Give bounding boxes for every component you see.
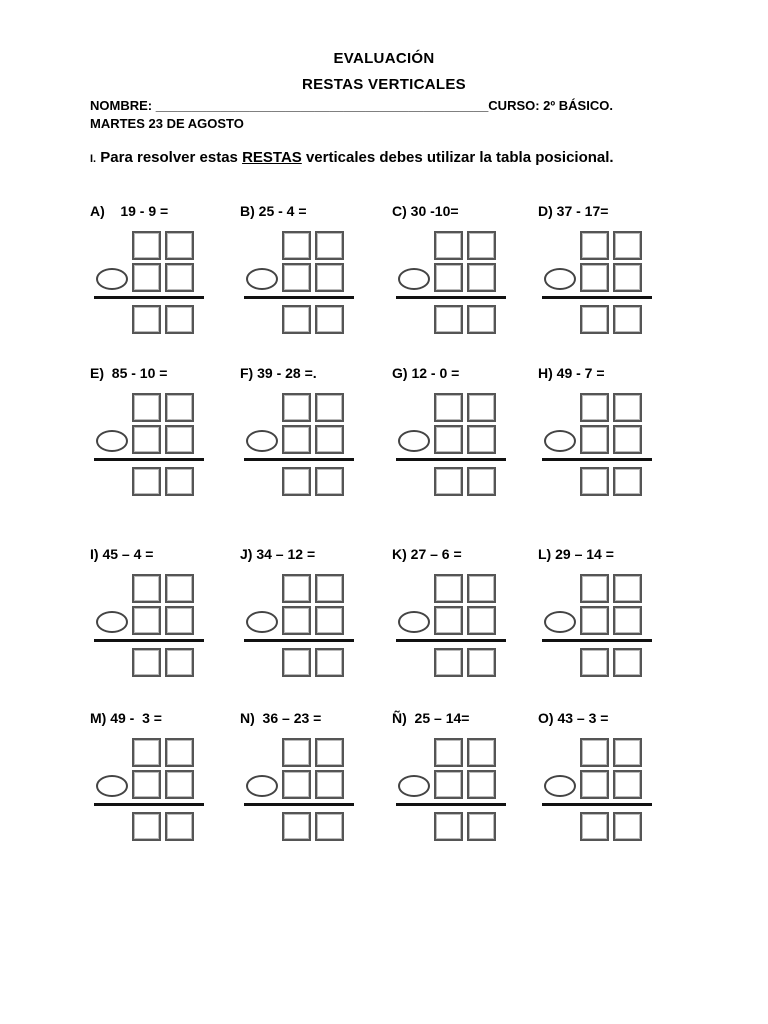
subtrahend-tens-box[interactable]	[580, 263, 609, 292]
result-line	[94, 803, 204, 806]
result-tens-box[interactable]	[434, 467, 463, 496]
result-tens-box[interactable]	[132, 648, 161, 677]
student-info-row	[90, 98, 700, 113]
subtrahend-tens-box[interactable]	[282, 263, 311, 292]
result-line	[244, 296, 354, 299]
result-line	[94, 639, 204, 642]
result-line	[244, 458, 354, 461]
minuend-tens-box[interactable]	[282, 738, 311, 767]
subtrahend-tens-box[interactable]	[580, 606, 609, 635]
result-line	[396, 639, 506, 642]
result-units-box[interactable]	[165, 648, 194, 677]
sign-oval[interactable]	[96, 611, 128, 633]
subtrahend-tens-box[interactable]	[580, 425, 609, 454]
subtraction-problem	[538, 546, 688, 676]
result-line	[542, 803, 652, 806]
page-title: EVALUACIÓN	[333, 50, 435, 67]
minuend-tens-box[interactable]	[434, 231, 463, 260]
minuend-units-box[interactable]	[315, 393, 344, 422]
sign-oval[interactable]	[544, 268, 576, 290]
result-tens-box[interactable]	[580, 467, 609, 496]
subtrahend-tens-box[interactable]	[434, 606, 463, 635]
page-subtitle: RESTAS VERTICALES	[301, 76, 466, 93]
minuend-units-box[interactable]	[165, 738, 194, 767]
result-units-box[interactable]	[467, 812, 496, 841]
result-tens-box[interactable]	[580, 812, 609, 841]
result-units-box[interactable]	[315, 648, 344, 677]
result-tens-box[interactable]	[580, 648, 609, 677]
result-tens-box[interactable]	[434, 648, 463, 677]
result-tens-box[interactable]	[282, 812, 311, 841]
subtrahend-units-box[interactable]	[315, 770, 344, 799]
minuend-tens-box[interactable]	[132, 574, 161, 603]
sign-oval[interactable]	[246, 268, 278, 290]
sign-oval[interactable]	[398, 775, 430, 797]
minuend-units-box[interactable]	[165, 574, 194, 603]
minuend-tens-box[interactable]	[434, 738, 463, 767]
subtrahend-tens-box[interactable]	[434, 263, 463, 292]
minuend-units-box[interactable]	[315, 574, 344, 603]
sign-oval[interactable]	[544, 430, 576, 452]
subtrahend-tens-box[interactable]	[282, 606, 311, 635]
subtraction-problem	[240, 365, 390, 495]
subtraction-problem	[240, 203, 390, 333]
minuend-units-box[interactable]	[315, 231, 344, 260]
subtraction-problem	[240, 546, 390, 676]
result-line	[94, 296, 204, 299]
sign-oval[interactable]	[246, 611, 278, 633]
subtrahend-units-box[interactable]	[165, 425, 194, 454]
problem-label: N) 36 – 23 =	[240, 710, 322, 726]
sign-oval[interactable]	[544, 611, 576, 633]
minuend-tens-box[interactable]	[132, 231, 161, 260]
minuend-tens-box[interactable]	[580, 393, 609, 422]
minuend-units-box[interactable]	[165, 393, 194, 422]
subtraction-problem	[90, 546, 240, 676]
problem-label: Ñ) 25 – 14=	[392, 710, 470, 726]
subtraction-problem	[240, 710, 390, 840]
subtraction-problem	[538, 710, 688, 840]
problem-label: L) 29 – 14 =	[538, 546, 614, 562]
subtrahend-units-box[interactable]	[315, 606, 344, 635]
subtrahend-units-box[interactable]	[315, 263, 344, 292]
result-line	[542, 296, 652, 299]
result-units-box[interactable]	[315, 812, 344, 841]
result-tens-box[interactable]	[282, 648, 311, 677]
result-units-box[interactable]	[467, 467, 496, 496]
minuend-tens-box[interactable]	[434, 574, 463, 603]
result-units-box[interactable]	[613, 305, 642, 334]
result-units-box[interactable]	[613, 648, 642, 677]
curso-label: CURSO: 2º BÁSICO.	[488, 98, 613, 113]
sign-oval[interactable]	[96, 430, 128, 452]
result-line	[94, 458, 204, 461]
result-line	[396, 803, 506, 806]
instruction-before: Para resolver estas	[96, 149, 243, 166]
result-units-box[interactable]	[165, 305, 194, 334]
subtraction-problem	[90, 203, 240, 333]
subtrahend-tens-box[interactable]	[132, 770, 161, 799]
result-units-box[interactable]	[613, 467, 642, 496]
minuend-tens-box[interactable]	[580, 574, 609, 603]
subtrahend-units-box[interactable]	[467, 770, 496, 799]
minuend-tens-box[interactable]	[132, 393, 161, 422]
minuend-tens-box[interactable]	[282, 574, 311, 603]
problem-label: B) 25 - 4 =	[240, 203, 307, 219]
minuend-units-box[interactable]	[467, 574, 496, 603]
result-units-box[interactable]	[315, 305, 344, 334]
result-units-box[interactable]	[613, 812, 642, 841]
result-line	[396, 458, 506, 461]
minuend-tens-box[interactable]	[580, 231, 609, 260]
minuend-units-box[interactable]	[315, 738, 344, 767]
subtraction-problem	[392, 203, 542, 333]
sign-oval[interactable]	[96, 775, 128, 797]
result-tens-box[interactable]	[282, 305, 311, 334]
instruction-number: I.	[90, 153, 97, 165]
problem-label: J) 34 – 12 =	[240, 546, 316, 562]
subtrahend-units-box[interactable]	[467, 263, 496, 292]
result-tens-box[interactable]	[132, 812, 161, 841]
subtraction-problem	[538, 203, 688, 333]
subtrahend-units-box[interactable]	[613, 263, 642, 292]
instruction-after: verticales debes utilizar la tabla posicional.	[301, 149, 614, 166]
minuend-units-box[interactable]	[613, 231, 642, 260]
minuend-tens-box[interactable]	[580, 738, 609, 767]
result-units-box[interactable]	[165, 812, 194, 841]
problem-label: D) 37 - 17=	[538, 203, 609, 219]
subtraction-problem	[90, 365, 240, 495]
subtrahend-units-box[interactable]	[613, 606, 642, 635]
subtrahend-tens-box[interactable]	[132, 606, 161, 635]
problem-label: H) 49 - 7 =	[538, 365, 605, 381]
result-units-box[interactable]	[165, 467, 194, 496]
problem-label: E) 85 - 10 =	[90, 365, 168, 381]
subtraction-problem	[392, 710, 542, 840]
subtraction-problem	[90, 710, 240, 840]
result-tens-box[interactable]	[434, 812, 463, 841]
result-tens-box[interactable]	[580, 305, 609, 334]
problem-label: O) 43 – 3 =	[538, 710, 609, 726]
minuend-tens-box[interactable]	[282, 231, 311, 260]
sign-oval[interactable]	[96, 268, 128, 290]
minuend-units-box[interactable]	[613, 738, 642, 767]
problem-label: M) 49 - 3 =	[90, 710, 162, 726]
sign-oval[interactable]	[544, 775, 576, 797]
subtrahend-tens-box[interactable]	[282, 770, 311, 799]
sign-oval[interactable]	[398, 430, 430, 452]
problem-label: C) 30 -10=	[392, 203, 459, 219]
result-tens-box[interactable]	[132, 305, 161, 334]
subtrahend-units-box[interactable]	[467, 606, 496, 635]
subtraction-problem	[538, 365, 688, 495]
problem-label: G) 12 - 0 =	[392, 365, 460, 381]
minuend-units-box[interactable]	[165, 231, 194, 260]
result-line	[542, 458, 652, 461]
subtrahend-tens-box[interactable]	[132, 263, 161, 292]
problem-label: A) 19 - 9 =	[90, 203, 169, 219]
result-tens-box[interactable]	[282, 467, 311, 496]
minuend-tens-box[interactable]	[434, 393, 463, 422]
minuend-units-box[interactable]	[467, 738, 496, 767]
result-tens-box[interactable]	[132, 467, 161, 496]
subtrahend-tens-box[interactable]	[132, 425, 161, 454]
subtrahend-units-box[interactable]	[315, 425, 344, 454]
minuend-tens-box[interactable]	[132, 738, 161, 767]
date-label: MARTES 23 DE AGOSTO	[90, 116, 244, 131]
subtraction-problem	[392, 546, 542, 676]
result-units-box[interactable]	[315, 467, 344, 496]
subtrahend-units-box[interactable]	[467, 425, 496, 454]
minuend-units-box[interactable]	[467, 393, 496, 422]
minuend-units-box[interactable]	[467, 231, 496, 260]
subtrahend-units-box[interactable]	[165, 263, 194, 292]
result-tens-box[interactable]	[434, 305, 463, 334]
subtrahend-tens-box[interactable]	[580, 770, 609, 799]
instruction-underlined: RESTAS	[242, 149, 302, 166]
instruction-text	[90, 148, 650, 169]
subtrahend-units-box[interactable]	[613, 425, 642, 454]
sign-oval[interactable]	[398, 611, 430, 633]
minuend-tens-box[interactable]	[282, 393, 311, 422]
result-line	[396, 296, 506, 299]
result-units-box[interactable]	[467, 648, 496, 677]
problem-label: I) 45 – 4 =	[90, 546, 154, 562]
subtrahend-units-box[interactable]	[165, 770, 194, 799]
sign-oval[interactable]	[246, 430, 278, 452]
subtraction-problem	[392, 365, 542, 495]
sign-oval[interactable]	[246, 775, 278, 797]
subtrahend-units-box[interactable]	[613, 770, 642, 799]
result-units-box[interactable]	[467, 305, 496, 334]
result-line	[542, 639, 652, 642]
subtrahend-tens-box[interactable]	[282, 425, 311, 454]
nombre-field[interactable]: NOMBRE: ______________________________________________	[90, 98, 489, 113]
problem-label: K) 27 – 6 =	[392, 546, 462, 562]
subtrahend-tens-box[interactable]	[434, 770, 463, 799]
result-line	[244, 803, 354, 806]
minuend-units-box[interactable]	[613, 574, 642, 603]
problem-label: F) 39 - 28 =.	[240, 365, 317, 381]
subtrahend-tens-box[interactable]	[434, 425, 463, 454]
sign-oval[interactable]	[398, 268, 430, 290]
subtrahend-units-box[interactable]	[165, 606, 194, 635]
minuend-units-box[interactable]	[613, 393, 642, 422]
result-line	[244, 639, 354, 642]
